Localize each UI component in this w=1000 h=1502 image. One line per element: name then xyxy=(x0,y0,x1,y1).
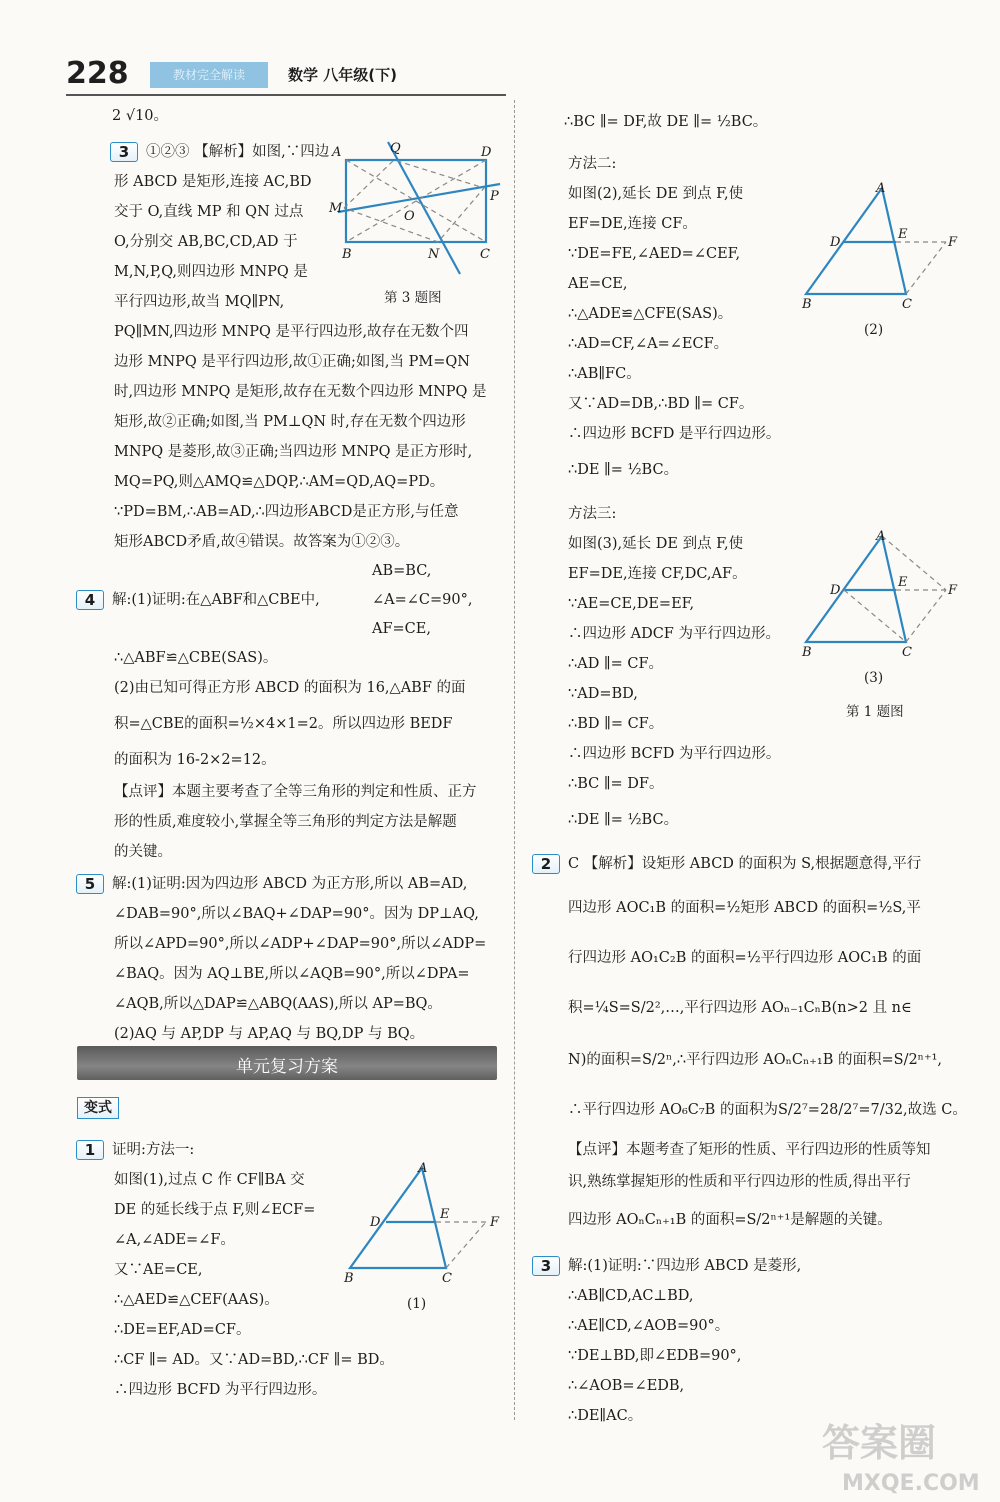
text-line xyxy=(114,903,479,925)
text-line xyxy=(568,1209,892,1231)
fig2-label-e: E xyxy=(898,227,908,242)
text-line-content: 时,四边形 MNPQ 是矩形,故存在无数个四边形 MNPQ 是 xyxy=(114,384,487,400)
text-line xyxy=(568,897,921,919)
text-line xyxy=(568,153,616,175)
text-line xyxy=(114,713,453,735)
text-line-content: ∠A,∠ADE=∠F。 xyxy=(114,1232,235,1248)
text-line-content: N)的面积=S/2ⁿ,∴平行四边形 AOₙCₙ₊₁B 的面积=S/2ⁿ⁺¹, xyxy=(568,1052,943,1068)
text-line xyxy=(568,1171,911,1193)
fig2-label-b: B xyxy=(802,297,812,312)
text-line-content: EF=DE,连接 CF。 xyxy=(568,216,697,232)
fig-label-m: M xyxy=(329,201,343,216)
subject-title: 数学 八年级(下) xyxy=(288,66,397,84)
text-line-content: 矩形,故②正确;如图,当 PM⊥QN 时,存在无数个四边形 xyxy=(114,414,466,430)
text-line xyxy=(532,1255,801,1277)
fig1-label-a: A xyxy=(418,1161,428,1176)
fig3-label-f: F xyxy=(948,583,958,598)
text-line xyxy=(568,1375,684,1397)
text-line-content: 解:(1)证明:在△ABF和△CBE中, xyxy=(112,592,320,608)
text-line-content: 矩形ABCD矛盾,故④错误。故答案为①②③。 xyxy=(114,534,410,550)
caption-fig-q1: 第 1 题图 xyxy=(846,704,904,720)
text-line xyxy=(114,841,172,863)
fig-label-o: O xyxy=(404,209,415,224)
text-line xyxy=(568,563,747,585)
fig1-label-b: B xyxy=(344,1271,354,1284)
text-line xyxy=(114,261,308,283)
text-line xyxy=(372,560,431,582)
text-line xyxy=(568,303,732,325)
text-line-content: 行四边形 AO₁C₂B 的面积=½平行四边形 AOC₁B 的面 xyxy=(568,950,922,966)
text-line xyxy=(568,333,728,355)
text-line-content: ∴四边形 ADCF 为平行四边形。 xyxy=(568,626,780,642)
text-line xyxy=(568,183,743,205)
text-line xyxy=(114,677,466,699)
text-line-content: ∴AE∥CD,∠AOB=90°。 xyxy=(568,1318,730,1334)
text-line-content: ∴DE∥AC。 xyxy=(568,1408,643,1424)
text-line-content: AE=CE, xyxy=(568,276,628,292)
text-line-content: 【点评】本题考查了矩形的性质、平行四边形的性质等知 xyxy=(568,1142,931,1158)
text-line-content: DE 的延长线于点 F,则∠ECF= xyxy=(114,1202,316,1218)
figure-2-triangle xyxy=(796,178,976,314)
text-line-content: ∵DE⊥BD,即∠EDB=90°, xyxy=(568,1348,742,1364)
text-line-content: 方法二: xyxy=(568,156,617,172)
text-line xyxy=(568,459,678,481)
text-line xyxy=(568,1345,741,1367)
text-line xyxy=(114,171,312,193)
text-line-content: ∴四边形 BCFD 为平行四边形。 xyxy=(114,1382,327,1398)
text-line xyxy=(568,713,663,735)
text-line-content: ∴平行四边形 AO₆C₇B 的面积为S/2⁷=28/2⁷=7/32,故选 C。 xyxy=(568,1102,967,1118)
text-line-content: O,分别交 AB,BC,CD,AD 于 xyxy=(114,234,298,250)
text-line-content: 又∵AD=DB,∴BD ∥= CF。 xyxy=(568,396,754,412)
fig-label-d: D xyxy=(481,145,492,160)
fig2-label-f: F xyxy=(948,235,958,250)
text-line xyxy=(110,141,329,163)
text-line xyxy=(114,811,457,833)
text-line xyxy=(114,291,284,313)
caption-fig3: (3) xyxy=(864,670,884,686)
text-line xyxy=(114,1289,279,1311)
text-line xyxy=(114,1349,394,1371)
text-line xyxy=(568,213,697,235)
figure-1-triangle xyxy=(336,1160,508,1284)
question-number-badge: 3 xyxy=(110,142,138,162)
text-line xyxy=(114,351,470,373)
caption-fig2: (2) xyxy=(864,322,884,338)
text-line xyxy=(568,423,780,445)
text-line xyxy=(114,501,459,523)
text-line-content: ∴DE=EF,AD=CF。 xyxy=(114,1322,251,1338)
caption-fig-q3: 第 3 题图 xyxy=(384,290,442,306)
fig-label-a: A xyxy=(332,145,342,160)
text-line-content: ∴AB∥CD,AC⊥BD, xyxy=(568,1288,694,1304)
text-line-content: EF=DE,连接 CF,DC,AF。 xyxy=(568,566,747,582)
text-line xyxy=(568,1315,729,1337)
text-line xyxy=(568,593,694,615)
text-line-content: AB=BC, xyxy=(372,563,432,579)
text-line xyxy=(114,647,277,669)
text-line-content: 形的性质,难度较小,掌握全等三角形的判定方法是解题 xyxy=(114,814,457,830)
text-line xyxy=(568,623,780,645)
text-line xyxy=(112,105,168,127)
text-line xyxy=(568,1099,967,1121)
fig-label-c: C xyxy=(480,247,490,262)
text-line xyxy=(568,363,641,385)
text-line-content: 证明:方法一: xyxy=(112,1142,195,1158)
fig2-label-d: D xyxy=(830,235,841,250)
question-number-badge: 3 xyxy=(532,1256,560,1276)
text-line-content: 形 ABCD 是矩形,连接 AC,BD xyxy=(114,174,312,190)
text-line xyxy=(76,1139,194,1161)
text-line xyxy=(568,533,743,555)
fig3-label-c: C xyxy=(902,645,912,660)
text-line xyxy=(114,1023,424,1045)
text-line-content: ∴AD=CF,∠A=∠ECF。 xyxy=(568,336,729,352)
text-line-content: 如图(1),过点 C 作 CF∥BA 交 xyxy=(114,1172,305,1188)
text-line xyxy=(114,781,477,803)
text-line-content: ∴△AED≌△CEF(AAS)。 xyxy=(114,1292,279,1308)
text-line xyxy=(564,111,767,133)
text-line-content: ∴四边形 BCFD 是平行四边形。 xyxy=(568,426,781,442)
text-line-content: 积=△CBE的面积=½×4×1=2。所以四边形 BEDF xyxy=(114,716,453,732)
text-line-content: 方法三: xyxy=(568,506,617,522)
variant-tag: 变式 xyxy=(77,1097,119,1119)
question-number-badge: 4 xyxy=(76,590,104,610)
fig3-label-b: B xyxy=(802,645,812,660)
text-line xyxy=(568,243,740,265)
text-line-content: PQ∥MN,四边形 MNPQ 是平行四边形,故存在无数个四 xyxy=(114,324,469,340)
text-line-content: 四边形 AOₙCₙ₊₁B 的面积=S/2ⁿ⁺¹是解题的关键。 xyxy=(568,1212,892,1228)
text-line-content: 如图(3),延长 DE 到点 F,使 xyxy=(568,536,744,552)
text-line-content: 又∵AE=CE, xyxy=(114,1262,203,1278)
question-number-badge: 5 xyxy=(76,874,104,894)
text-line-content: ∵PD=BM,∴AB=AD,∴四边形ABCD是正方形,与任意 xyxy=(114,504,459,520)
figure-3-triangle xyxy=(796,526,976,662)
text-line xyxy=(372,618,431,640)
text-line-content: ∠A=∠C=90°, xyxy=(372,592,473,608)
text-line-content: ∠BAQ。因为 AQ⊥BE,所以∠AQB=90°,所以∠DPA= xyxy=(114,966,470,982)
text-line-content: ∴BC ∥= DF。 xyxy=(568,776,664,792)
text-line-content: (2)AQ 与 AP,DP 与 AP,AQ 与 BQ,DP 与 BQ。 xyxy=(114,1026,425,1042)
text-line-content: 的关键。 xyxy=(114,844,172,860)
watermark-logo xyxy=(814,1410,994,1498)
watermark-url: MXQE.COM xyxy=(842,1471,980,1496)
header-rule xyxy=(66,94,506,96)
text-line-content: ∴AD ∥= CF。 xyxy=(568,656,664,672)
text-line-content: ∴BC ∥= DF,故 DE ∥= ½BC。 xyxy=(564,114,768,130)
text-line-content: ∵AE=CE,DE=EF, xyxy=(568,596,695,612)
text-line xyxy=(568,653,663,675)
fig-label-n: N xyxy=(428,247,440,262)
text-line xyxy=(114,1229,235,1251)
fig3-label-e: E xyxy=(898,575,908,590)
fig-label-p: P xyxy=(490,189,499,204)
text-line xyxy=(568,947,921,969)
text-line xyxy=(532,853,921,875)
fig1-label-e: E xyxy=(440,1207,450,1222)
figure-q3-rectangle xyxy=(328,138,508,278)
fig1-label-c: C xyxy=(442,1271,452,1284)
text-line xyxy=(568,503,616,525)
text-line-content: ∴四边形 BCFD 为平行四边形。 xyxy=(568,746,781,762)
text-line xyxy=(114,471,444,493)
caption-fig1: (1) xyxy=(407,1296,427,1312)
fig-label-b: B xyxy=(342,247,352,262)
text-line-content: ∴CF ∥= AD。又∵AD=BD,∴CF ∥= BD。 xyxy=(114,1352,394,1368)
text-line xyxy=(568,1285,693,1307)
fig2-label-a: A xyxy=(876,181,886,196)
text-line-content: ∴△ABF≌△CBE(SAS)。 xyxy=(114,650,278,666)
text-line-content: 平行四边形,故当 MQ∥PN, xyxy=(114,294,285,310)
fig-label-q: Q xyxy=(390,141,401,156)
text-line xyxy=(114,749,276,771)
text-line xyxy=(568,809,678,831)
text-line-content: ∵DE=FE,∠AED=∠CEF, xyxy=(568,246,741,262)
text-line-content: 识,熟练掌握矩形的性质和平行四边形的性质,得出平行 xyxy=(568,1174,911,1190)
text-line xyxy=(568,683,638,705)
text-line xyxy=(568,997,912,1019)
text-line xyxy=(114,321,469,343)
text-line xyxy=(114,933,486,955)
text-line-content: 交于 O,直线 MP 和 QN 过点 xyxy=(114,204,304,220)
section-bar-title: 单元复习方案 xyxy=(236,1057,338,1077)
page-number: 228 xyxy=(66,56,129,91)
watermark-text: 答案圈 xyxy=(822,1421,937,1465)
text-line xyxy=(76,873,467,895)
text-line xyxy=(114,381,487,403)
text-line-content: MQ=PQ,则△AMQ≌△DQP,∴AM=QD,AQ=PD。 xyxy=(114,474,445,490)
column-divider xyxy=(514,100,515,1420)
text-line-content: 2 √10。 xyxy=(112,108,169,124)
text-line-content: ∴BD ∥= CF。 xyxy=(568,716,664,732)
text-line-content: ∠AQB,所以△DAP≌△ABQ(AAS),所以 AP=BQ。 xyxy=(114,996,442,1012)
text-line-content: 解:(1)证明:∵四边形 ABCD 是菱形, xyxy=(568,1258,802,1274)
text-line-content: ∴DE ∥= ½BC。 xyxy=(568,812,679,828)
text-line xyxy=(114,1169,305,1191)
text-line-content: C 【解析】设矩形 ABCD 的面积为 S,根据题意得,平行 xyxy=(568,856,922,872)
text-line xyxy=(372,589,472,611)
text-line-content: (2)由已知可得正方形 ABCD 的面积为 16,△ABF 的面 xyxy=(114,680,466,696)
text-line-content: MNPQ 是菱形,故③正确;当四边形 MNPQ 是正方形时, xyxy=(114,444,473,460)
question-number-badge: 1 xyxy=(76,1140,104,1160)
text-line-content: 所以∠APD=90°,所以∠ADP+∠DAP=90°,所以∠ADP= xyxy=(114,936,487,952)
text-line-content: 解:(1)证明:因为四边形 ABCD 为正方形,所以 AB=AD, xyxy=(112,876,468,892)
text-line-content: ∴AB∥FC。 xyxy=(568,366,641,382)
fig1-label-d: D xyxy=(370,1215,381,1230)
series-tag: 教材完全解读 xyxy=(150,62,268,88)
text-line xyxy=(114,993,442,1015)
text-line xyxy=(114,1379,326,1401)
text-line xyxy=(568,273,628,295)
text-line xyxy=(114,963,470,985)
question-number-badge: 2 xyxy=(532,854,560,874)
section-bar-unit-review xyxy=(77,1046,497,1080)
text-line xyxy=(114,1199,315,1221)
text-line xyxy=(114,201,303,223)
text-line xyxy=(76,589,320,611)
text-line-content: 积=¼S=S/2²,…,平行四边形 AOₙ₋₁CₙB(n>2 且 n∈ xyxy=(568,1000,912,1016)
fig3-label-a: A xyxy=(876,529,886,544)
text-line xyxy=(568,1049,942,1071)
text-line-content: AF=CE, xyxy=(372,621,431,637)
text-line-content: 的面积为 16-2×2=12。 xyxy=(114,752,276,768)
text-line-content: ∵AD=BD, xyxy=(568,686,638,702)
text-line xyxy=(568,743,780,765)
text-line xyxy=(114,231,298,253)
text-line xyxy=(114,411,466,433)
fig3-label-d: D xyxy=(830,583,841,598)
text-line-content: 四边形 AOC₁B 的面积=½矩形 ABCD 的面积=½S,平 xyxy=(568,900,921,916)
text-line xyxy=(568,1405,642,1427)
text-line xyxy=(114,1259,203,1281)
text-line-content: ∴△ADE≌△CFE(SAS)。 xyxy=(568,306,733,322)
fig1-label-f: F xyxy=(490,1215,500,1230)
text-line-content: 【点评】本题主要考查了全等三角形的判定和性质、正方 xyxy=(114,784,477,800)
text-line-content: ∴∠AOB=∠EDB, xyxy=(568,1378,685,1394)
text-line-content: ∴DE ∥= ½BC。 xyxy=(568,462,679,478)
text-line xyxy=(568,773,664,795)
text-line-content: M,N,P,Q,则四边形 MNPQ 是 xyxy=(114,264,308,280)
text-line-content: ∠DAB=90°,所以∠BAQ+∠DAP=90°。因为 DP⊥AQ, xyxy=(114,906,479,922)
fig2-label-c: C xyxy=(902,297,912,312)
text-line xyxy=(568,1139,931,1161)
text-line xyxy=(114,531,409,553)
text-line xyxy=(568,393,753,415)
text-line-content: 如图(2),延长 DE 到点 F,使 xyxy=(568,186,744,202)
text-line-content: 边形 MNPQ 是平行四边形,故①正确;如图,当 PM=QN xyxy=(114,354,470,370)
text-line xyxy=(114,1319,250,1341)
text-line-content: ①②③ 【解析】如图,∵四边 xyxy=(146,144,330,160)
text-line xyxy=(114,441,472,463)
